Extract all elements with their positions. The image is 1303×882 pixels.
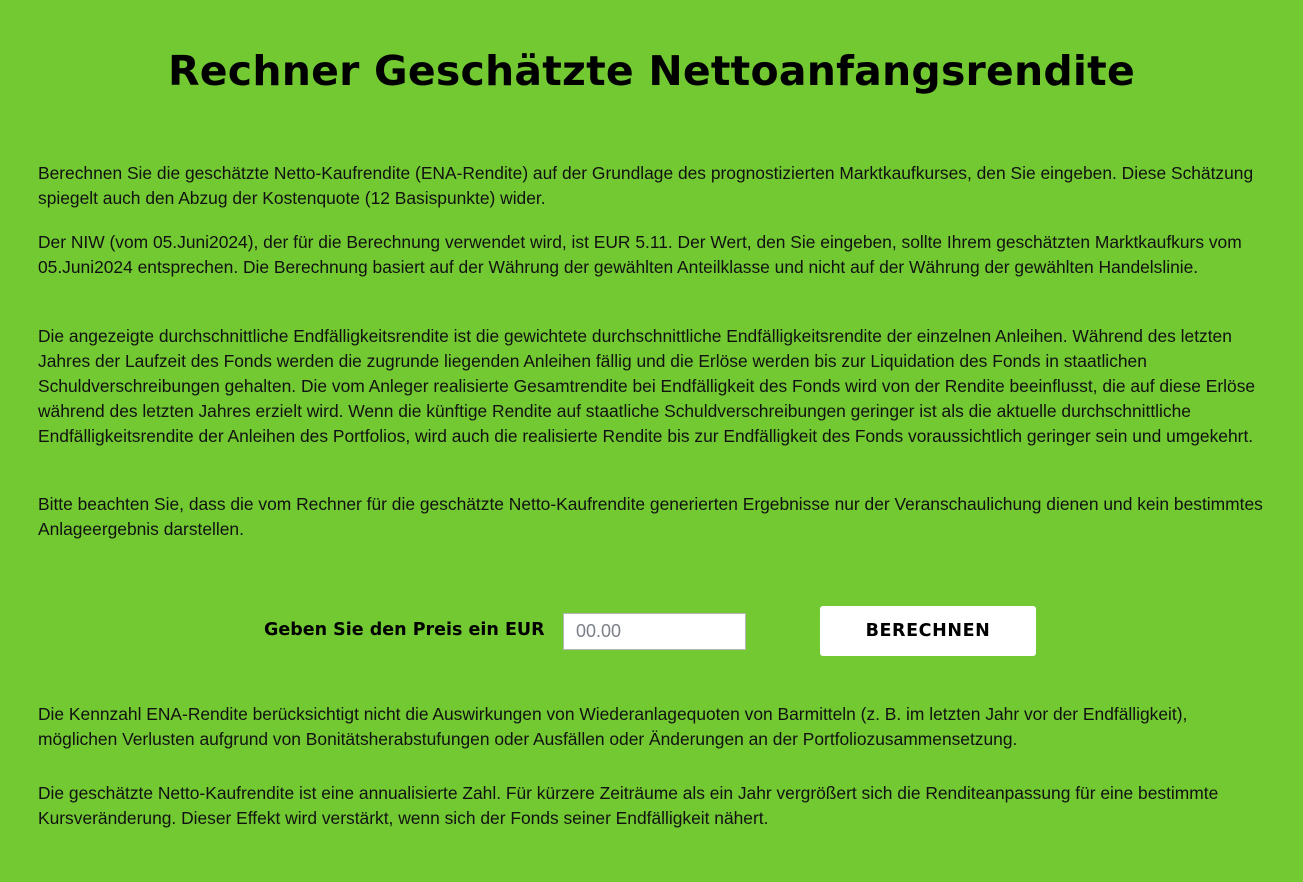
footnote-paragraph-limitations: [38, 702, 1270, 752]
price-input-label: Geben Sie den Preis ein EUR: [264, 620, 545, 640]
intro-paragraph-estimate: [38, 161, 1270, 211]
footnote-paragraph-annualized: [38, 781, 1270, 831]
intro-paragraph-nav: [38, 230, 1270, 280]
intro-text-3: Die angezeigte durchschnittliche Endfälligkeitsrendite ist die gewichtete durchschnittliche Endfälligkeitsrendite der einzelnen Anleihen. Während des letzten Jahres der Laufzeit des Fonds werden die zugrunde liegenden Anleihen fällig und die Erlöse werden bis zur Liquidation des Fonds in staatlichen Schuldverschreibungen gehalten. Die vom Anleger realisierte Gesamtrendite bei Endfälligkeit des Fonds wird von der Rendite beeinflusst, die auf diese Erlöse während des letzten Jahres erzielt wird. Wenn die künftige Rendite auf staatliche Schuldverschreibungen geringer ist als die aktuelle durchschnittliche Endfälligkeitsrendite der Anleihen des Portfolios, wird auch die realisierte Rendite bis zur Endfälligkeit des Fonds voraussichtlich geringer sein und umgekehrt.: [38, 326, 1256, 446]
intro-text-1: Berechnen Sie die geschätzte Netto-Kaufrendite (ENA-Rendite) auf der Grundlage des prognostizierten Marktkaufkurses, den Sie eingeben. Diese Schätzung spiegelt auch den Abzug der Kostenquote (12 Basispunkte) wider.: [38, 163, 1254, 208]
footnote-text-2: Die geschätzte Netto-Kaufrendite ist eine annualisierte Zahl. Für kürzere Zeiträume als ein Jahr vergrößert sich die Renditeanpassung für eine bestimmte Kursveränderung. Dieser Effekt wird verstärkt, wenn sich der Fonds seiner Endfälligkeit nähert.: [38, 783, 1219, 828]
price-input[interactable]: [563, 613, 746, 650]
intro-paragraph-disclaimer: [38, 492, 1270, 542]
footnote-text-1: Die Kennzahl ENA-Rendite berücksichtigt nicht die Auswirkungen von Wiederanlagequoten von Barmitteln (z. B. im letzten Jahr vor der Endfälligkeit), möglichen Verlusten aufgrund von Bonitätsherabstufungen oder Ausfällen oder Änderungen an der Portfoliozusammensetzung.: [38, 704, 1188, 749]
intro-text-2: Der NIW (vom 05.Juni2024), der für die Berechnung verwendet wird, ist EUR 5.11. Der Wert, den Sie eingeben, sollte Ihrem geschätzten Marktkaufkurs vom 05.Juni2024 entsprechen. Die Berechnung basiert auf der Währung der gewählten Anteilklasse und nicht auf der Währung der gewählten Handelslinie.: [38, 232, 1242, 277]
calculate-button[interactable]: BERECHNEN: [820, 606, 1036, 656]
intro-paragraph-yield-explanation: [38, 324, 1270, 449]
page-title: Rechner Geschätzte Nettoanfangsrendite: [168, 47, 1135, 95]
intro-text-4: Bitte beachten Sie, dass die vom Rechner für die geschätzte Netto-Kaufrendite generierten Ergebnisse nur der Veranschaulichung dienen und kein bestimmtes Anlageergebnis darstellen.: [38, 494, 1263, 539]
calculator-form: [0, 606, 1303, 656]
